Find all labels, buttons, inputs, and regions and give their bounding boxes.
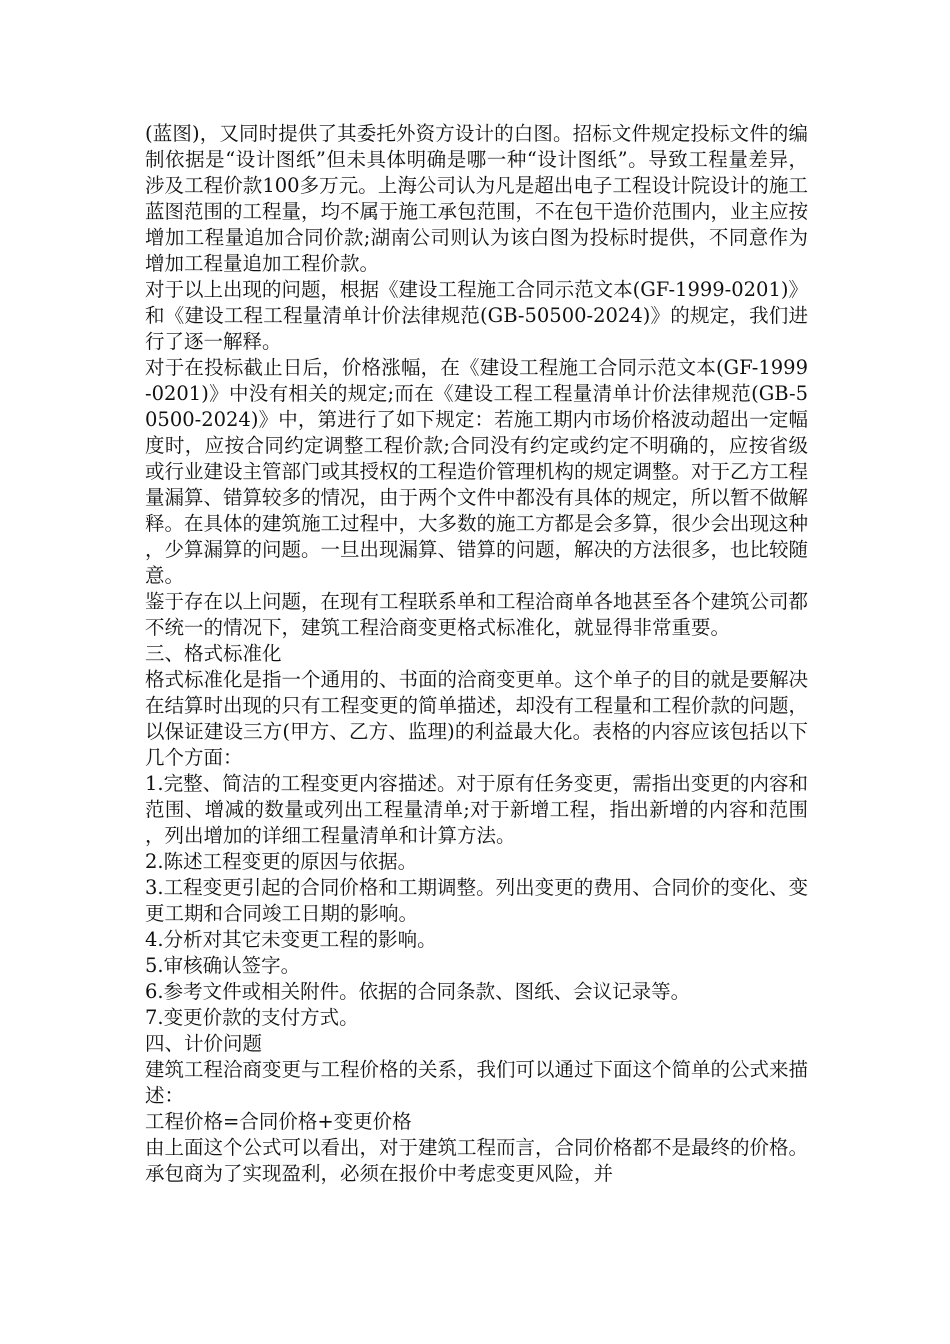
paragraph-pricing-relation: 建筑工程洽商变更与工程价格的关系，我们可以通过下面这个简单的公式来描述： [145, 1058, 809, 1107]
list-item-5: 5.审核确认签字。 [145, 954, 301, 977]
paragraph-format-definition: 格式标准化是指一个通用的、书面的洽商变更单。这个单子的目的就是要解决在结算时出现的只有工程变更的简单描述，却没有工程量和工程价款的问题，以保证建设三方(甲方、乙方、监理)的利益最大化。表格的内容应该包括以下几个方面： [145, 668, 809, 769]
paragraph-legal-basis: 对于以上出现的问题，根据《建设工程施工合同示范文本(GF-1999-0201)》和《建设工程工程量清单计价法律规范(GB-50500-2024)》的规定，我们进行了逐一解释。 [145, 278, 808, 353]
list-item-4: 4.分析对其它未变更工程的影响。 [145, 928, 437, 951]
paragraph-contract-drawing-dispute: (蓝图)，又同时提供了其委托外资方设计的白图。招标文件规定投标文件的编制依据是“设计图纸”但未具体明确是哪一种“设计图纸”。导致工程量差异，涉及工程价款100多万元。上海公司认为凡是超出电子工程设计院设计的施工蓝图范围的工程量，均不属于施工承包范围，不在包干造价范围内，业主应按增加工程量追加合同价款;湖南公司则认为该白图为投标时提供，不同意作为增加工程量追加工程价款。 [145, 122, 809, 275]
list-item-1: 1.完整、简洁的工程变更内容描述。对于原有任务变更，需指出变更的内容和范围、增减的数量或列出工程量清单;对于新增工程，指出新增的内容和范围，列出增加的详细工程量清单和计算方法。 [145, 772, 808, 847]
section-heading-format-standardization: 三、格式标准化 [145, 642, 282, 665]
paragraph-price-increase: 对于在投标截止日后，价格涨幅，在《建设工程施工合同示范文本(GF-1999-0201)》中没有相关的规定;而在《建设工程工程量清单计价法律规范(GB-50500-2024)》中，第进行了如下规定：若施工期内市场价格波动超出一定幅度时，应按合同约定调整工程价款;合同没有约定或约定不明确的，应按省级或行业建设主管部门或其授权的工程造价管理机构的规定调整。对于乙方工程量漏算、错算较多的情况，由于两个文件中都没有具体的规定，所以暂不做解释。在具体的建筑施工过程中，大多数的施工方都是会多算，很少会出现这种，少算漏算的问题。一旦出现漏算、错算的问题，解决的方法很多，也比较随意。 [145, 356, 809, 587]
list-item-7: 7.变更价款的支付方式。 [145, 1006, 359, 1029]
list-item-3: 3.工程变更引起的合同价格和工期调整。列出变更的费用、合同价的变化、变更工期和合同竣工日期的影响。 [145, 876, 808, 925]
list-item-2: 2.陈述工程变更的原因与依据。 [145, 850, 418, 873]
list-item-6: 6.参考文件或相关附件。依据的合同条款、图纸、会议记录等。 [145, 980, 691, 1003]
section-heading-pricing: 四、计价问题 [145, 1032, 263, 1055]
paragraph-formula-explanation: 由上面这个公式可以看出，对于建筑工程而言，合同价格都不是最终的价格。承包商为了实现盈利，必须在报价中考虑变更风险，并 [145, 1136, 809, 1185]
document-page [145, 121, 808, 1187]
paragraph-standardization-need: 鉴于存在以上问题，在现有工程联系单和工程洽商单各地甚至各个建筑公司都不统一的情况下，建筑工程洽商变更格式标准化，就显得非常重要。 [145, 590, 809, 639]
formula-line: 工程价格=合同价格+变更价格 [145, 1110, 412, 1133]
